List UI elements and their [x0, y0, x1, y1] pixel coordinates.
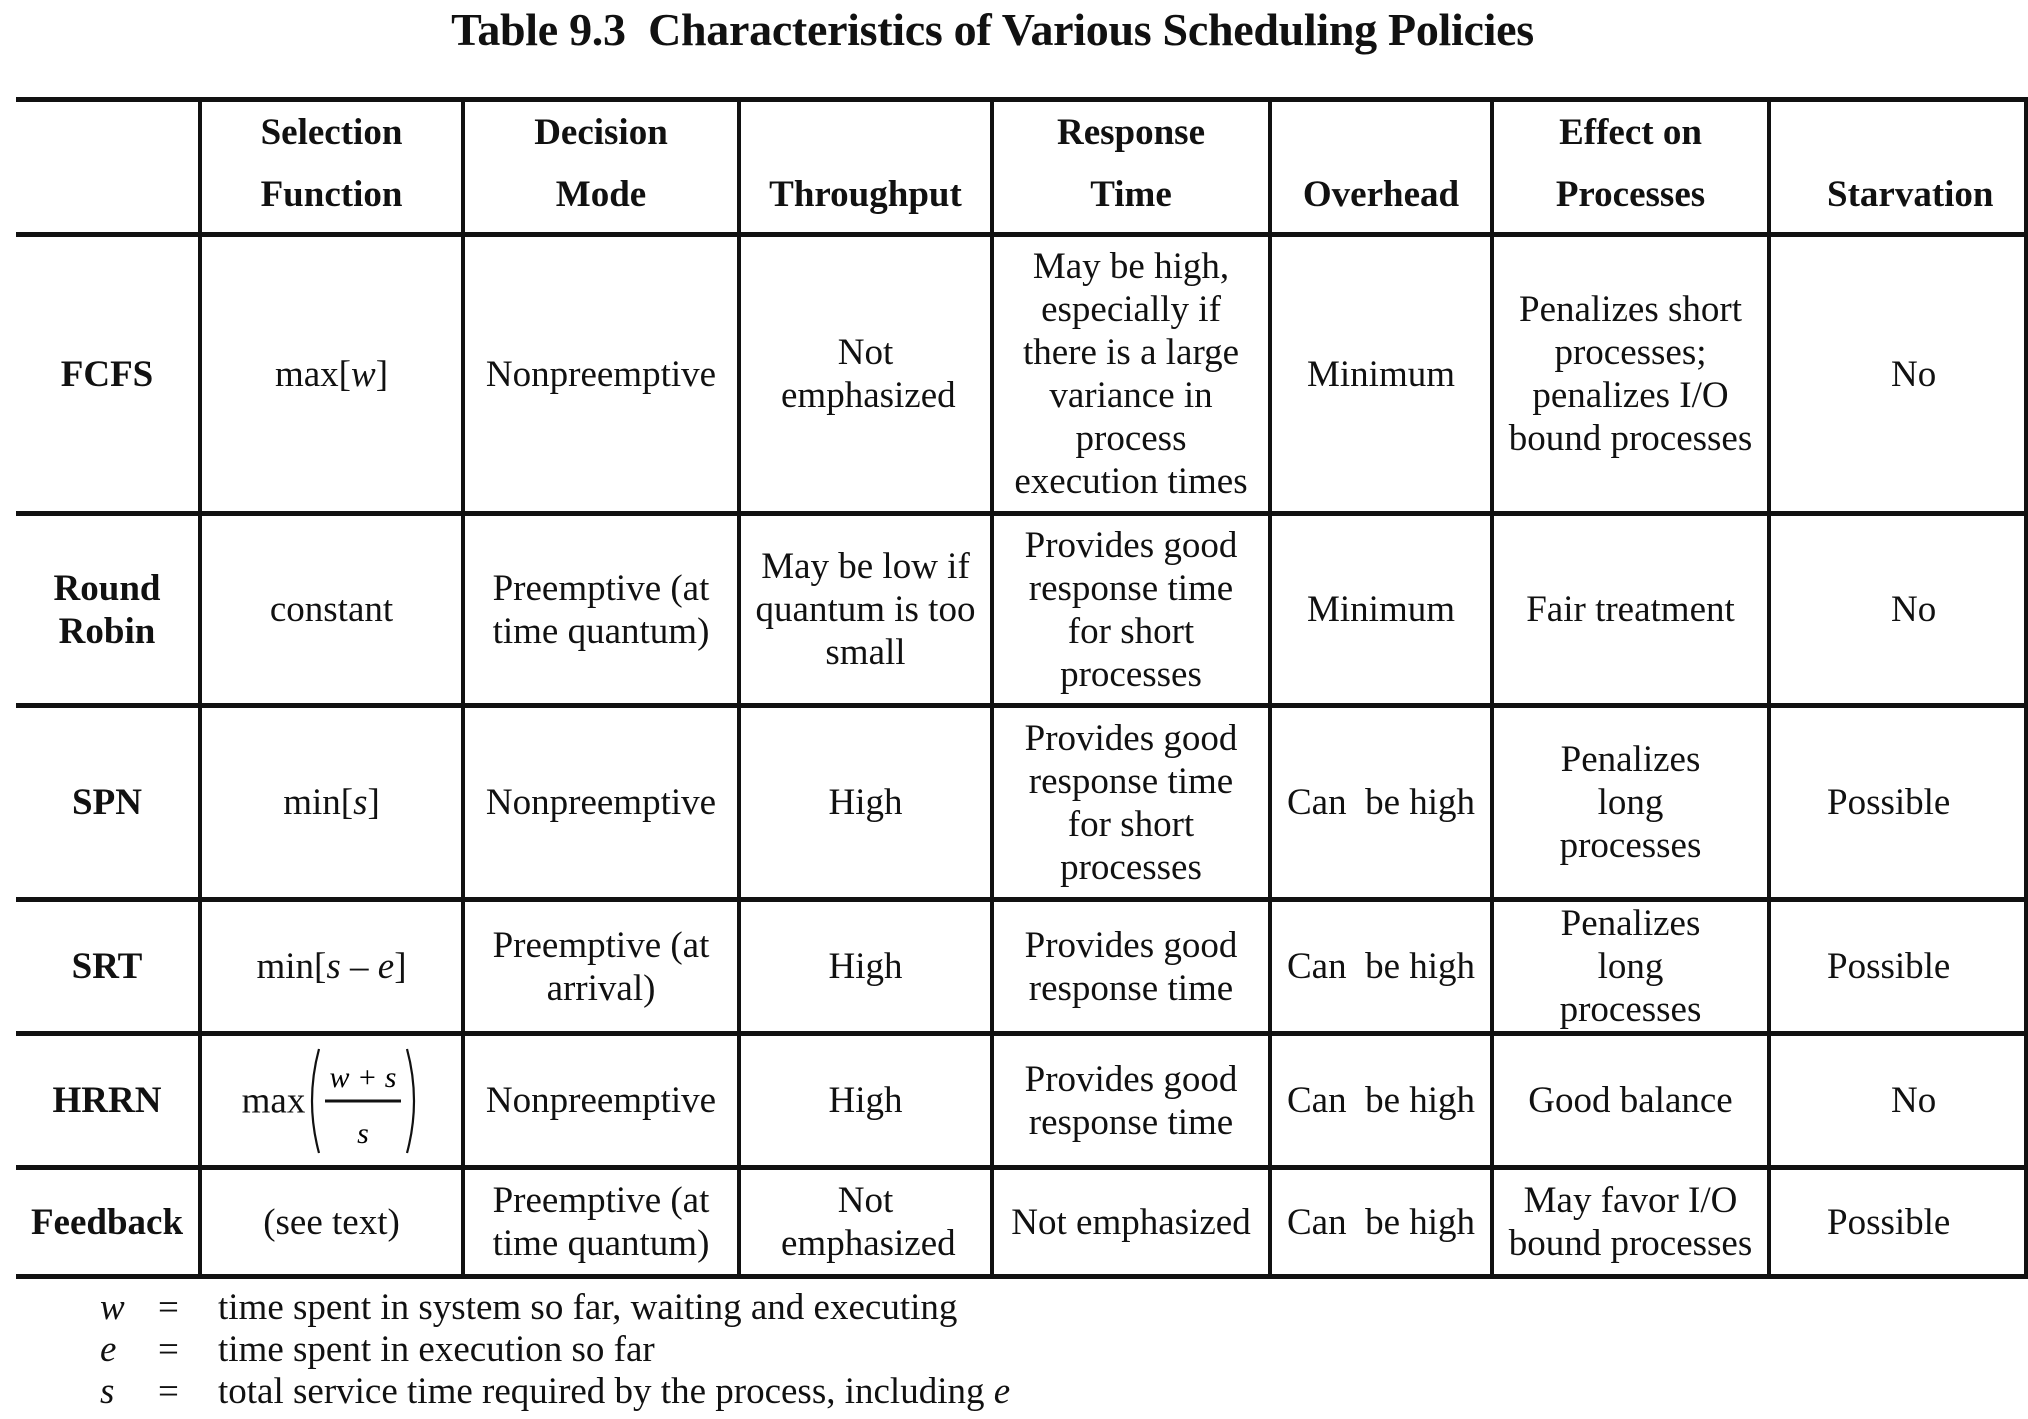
response-time-cell: Provides good response time	[992, 900, 1270, 1034]
legend	[100, 1287, 1010, 1413]
effect-cell: Penalizes long processes	[1492, 900, 1769, 1034]
header-response-time-line2: Time	[1090, 174, 1172, 215]
policy-name: HRRN	[16, 1034, 200, 1168]
decision-mode-cell: Preemptive (at arrival)	[463, 900, 739, 1034]
header-selection-function-line1: Selection	[260, 112, 403, 153]
table-row-fcfs	[16, 235, 2026, 514]
effect-cell: Penalizes long processes	[1492, 706, 1769, 900]
starvation-cell: No	[1769, 514, 2026, 706]
response-time-cell: May be high, especially if there is a large variance in process execution times	[992, 235, 1270, 514]
table-row-spn	[16, 706, 2026, 900]
effect-cell: May favor I/O bound processes	[1492, 1168, 1769, 1277]
legend-symbol: w	[100, 1287, 125, 1328]
fraction	[305, 1045, 421, 1157]
left-paren	[312, 1049, 319, 1153]
table-row-srt	[16, 900, 2026, 1034]
legend-item	[100, 1329, 1010, 1371]
selection-function-cell: max[w]	[200, 235, 463, 514]
header-starvation: Starvation	[1769, 100, 2026, 235]
var-s: s	[326, 946, 341, 987]
effect-cell: Fair treatment	[1492, 514, 1769, 706]
legend-definition-text: total service time required by the process, including	[218, 1371, 994, 1412]
scheduling-policies-table	[16, 97, 2028, 1279]
throughput-cell: Not emphasized	[739, 235, 992, 514]
header-effect-on-processes	[1492, 100, 1769, 235]
policy-name: FCFS	[16, 235, 200, 514]
overhead-cell: Can be high	[1270, 900, 1492, 1034]
header-response-time	[992, 100, 1270, 235]
legend-equals: =	[158, 1329, 179, 1370]
table-row-feedback	[16, 1168, 2026, 1277]
overhead-cell: Can be high	[1270, 706, 1492, 900]
throughput-cell: Not emphasized	[739, 1168, 992, 1277]
header-overhead: Overhead	[1270, 100, 1492, 235]
overhead-cell: Can be high	[1270, 1168, 1492, 1277]
policy-name: Feedback	[16, 1168, 200, 1277]
starvation-cell: No	[1769, 1034, 2026, 1168]
legend-item	[100, 1287, 1010, 1329]
decision-mode-cell: Nonpreemptive	[463, 706, 739, 900]
selection-function-cell: min[s]	[200, 706, 463, 900]
selection-function-cell: min[s – e]	[200, 900, 463, 1034]
header-selection-function-line2: Function	[260, 174, 403, 215]
throughput-cell: High	[739, 706, 992, 900]
decision-mode-cell: Preemptive (at time quantum)	[463, 1168, 739, 1277]
table-row-round-robin	[16, 514, 2026, 706]
scheduling-table-container	[16, 97, 1994, 1264]
table-title: Table 9.3 Characteristics of Various Scheduling Policies	[451, 4, 1534, 55]
fraction-numerator: w + s	[329, 1060, 397, 1094]
fraction-svg	[305, 1045, 421, 1157]
response-time-cell: Provides good response time for short processes	[992, 514, 1270, 706]
header-effect-line2: Processes	[1555, 174, 1706, 215]
var-e: e	[377, 946, 395, 987]
response-time-cell: Not emphasized	[992, 1168, 1270, 1277]
selection-function-cell: constant	[200, 514, 463, 706]
legend-equals: =	[158, 1287, 179, 1328]
table-row-hrrn	[16, 1034, 2026, 1168]
fraction-denominator: s	[357, 1116, 370, 1150]
var-w: w	[351, 353, 376, 395]
header-policy	[16, 100, 200, 235]
starvation-cell: Possible	[1769, 1168, 2026, 1277]
legend-definition: time spent in system so far, waiting and executing	[218, 1287, 958, 1328]
selection-function-cell: (see text)	[200, 1168, 463, 1277]
starvation-cell: Possible	[1769, 706, 2026, 900]
max-prefix: max	[241, 1080, 306, 1121]
legend-equals: =	[158, 1371, 179, 1412]
header-effect-line1: Effect on	[1559, 112, 1702, 153]
effect-cell: Penalizes short processes; penalizes I/O bound processes	[1492, 235, 1769, 514]
legend-definition-var: e	[993, 1371, 1011, 1412]
throughput-cell: High	[739, 1034, 992, 1168]
policy-name: Round Robin	[16, 514, 200, 706]
header-row	[16, 100, 2026, 235]
legend-definition	[218, 1371, 1010, 1413]
throughput-cell: High	[739, 900, 992, 1034]
overhead-cell: Minimum	[1270, 514, 1492, 706]
legend-definition: time spent in execution so far	[218, 1329, 655, 1370]
header-response-time-line1: Response	[1056, 112, 1206, 153]
response-time-cell: Provides good response time for short processes	[992, 706, 1270, 900]
var-s: s	[353, 782, 368, 823]
decision-mode-cell: Nonpreemptive	[463, 235, 739, 514]
legend-symbol: s	[100, 1371, 115, 1412]
legend-symbol: e	[100, 1329, 117, 1370]
header-decision-mode-line2: Mode	[555, 174, 647, 215]
policy-name: SRT	[16, 900, 200, 1034]
header-decision-mode-line1: Decision	[534, 112, 668, 153]
decision-mode-cell: Preemptive (at time quantum)	[463, 514, 739, 706]
throughput-cell: May be low if quantum is too small	[739, 514, 992, 706]
selection-function-cell	[200, 1034, 463, 1168]
header-selection-function	[200, 100, 463, 235]
right-paren	[407, 1049, 414, 1153]
response-time-cell: Provides good response time	[992, 1034, 1270, 1168]
header-throughput: Throughput	[739, 100, 992, 235]
starvation-cell: Possible	[1769, 900, 2026, 1034]
starvation-cell: No	[1769, 235, 2026, 514]
policy-name: SPN	[16, 706, 200, 900]
header-decision-mode	[463, 100, 739, 235]
overhead-cell: Can be high	[1270, 1034, 1492, 1168]
overhead-cell: Minimum	[1270, 235, 1492, 514]
effect-cell: Good balance	[1492, 1034, 1769, 1168]
decision-mode-cell: Nonpreemptive	[463, 1034, 739, 1168]
legend-item	[100, 1371, 1010, 1413]
